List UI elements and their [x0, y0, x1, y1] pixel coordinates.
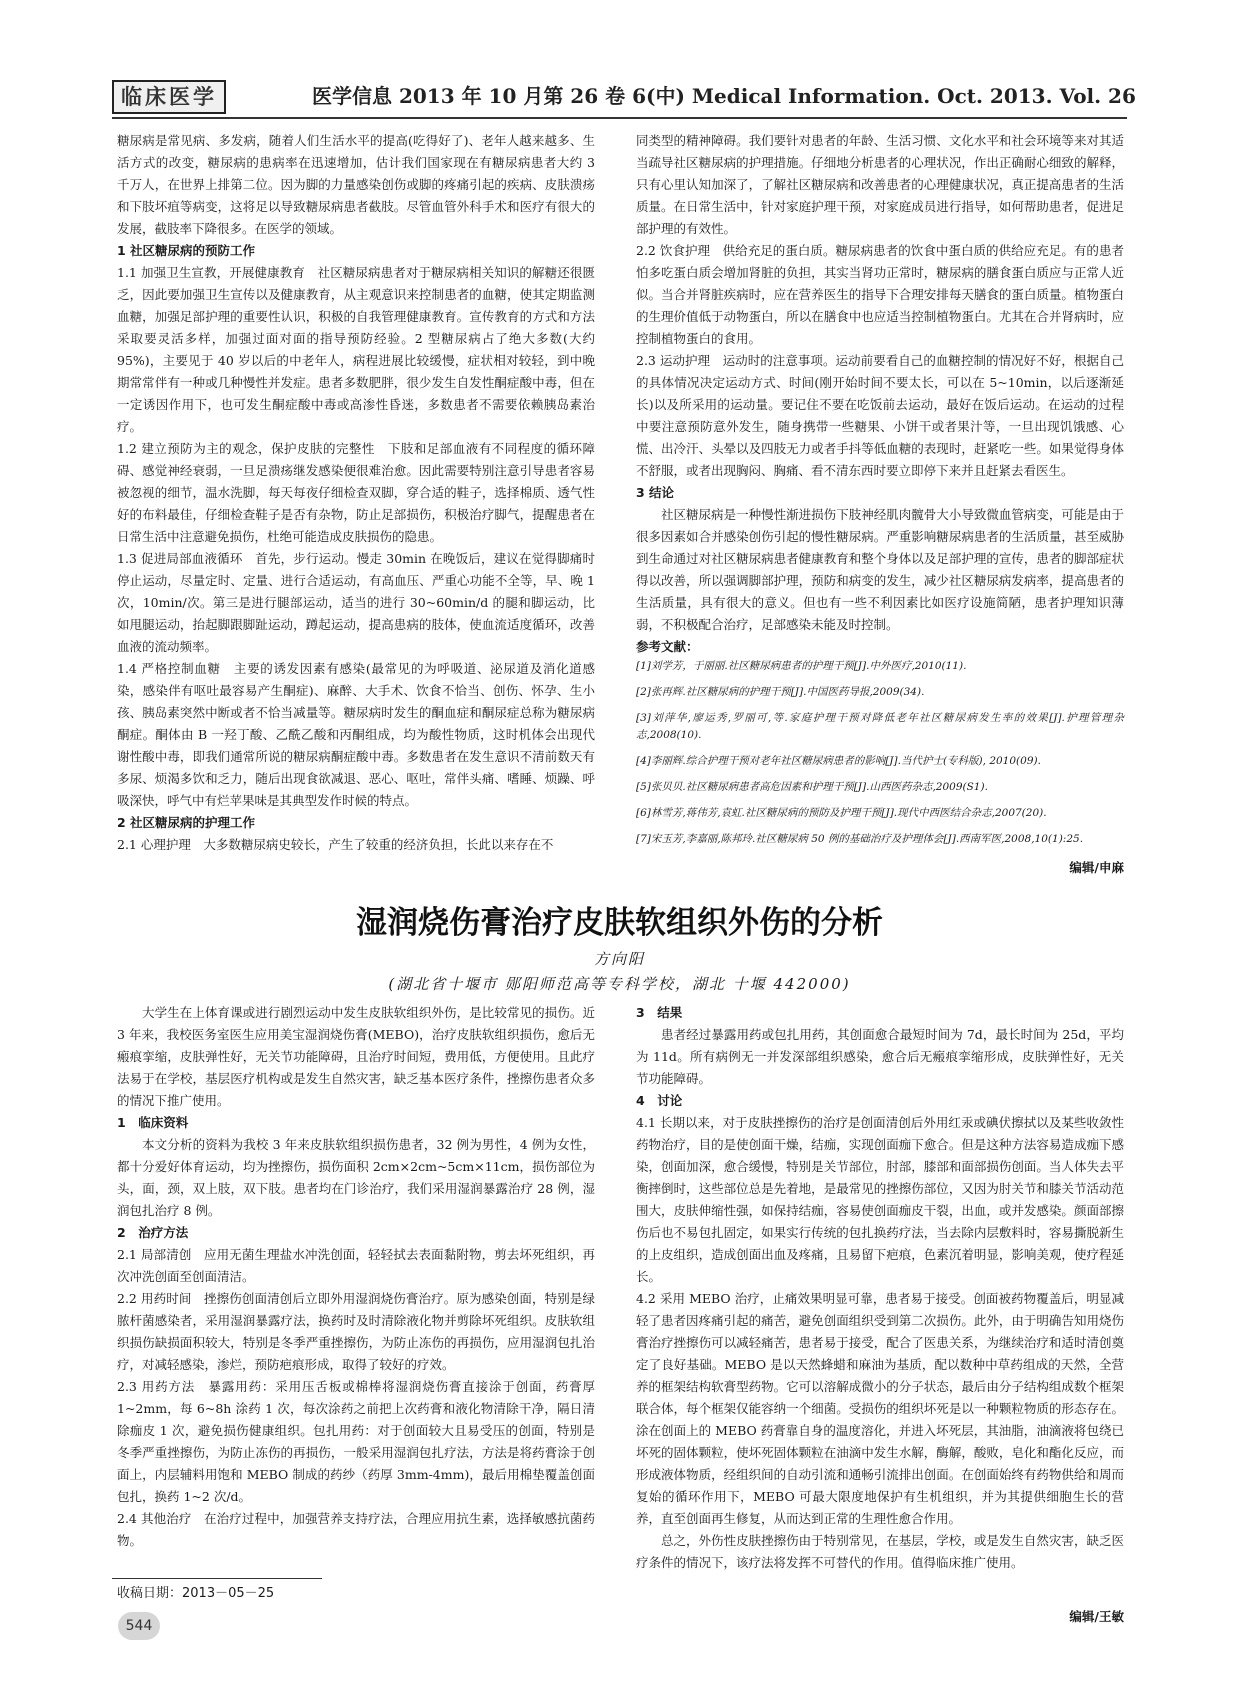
article1-editor: 编辑/申麻 [1069, 860, 1124, 875]
article2-editor: 编辑/王敏 [1069, 1609, 1124, 1624]
article2-affiliation: (湖北省十堰市 郧阳师范高等专科学校，湖北 十堰 442000) [388, 975, 851, 993]
section-heading: 4 讨论 [636, 1093, 683, 1108]
section-heading: 3 结果 [636, 1005, 683, 1020]
section-heading: 2 治疗方法 [117, 1225, 189, 1240]
paragraph: 大学生在上体育课或进行剧烈运动中发生皮肤软组织外伤，是比较常见的损伤。近 3 年来，我校医务室医生应用美宝湿润烧伤膏(MEBO)，治疗皮肤软组织损伤，愈后无瘢痕挛缩，皮肤弹性好，无关节功能障碍，且治疗时间短，费用低，方便使用。且此疗法易于在学校，基层医疗机构或是发生自然灾害，缺乏基本医疗条件，挫擦伤患者众多的情况下推广使用。 [117, 1005, 595, 1108]
paragraph: 2.1 局部清创 应用无菌生理盐水冲洗创面，轻轻拭去表面黏附物，剪去坏死组织，再次冲洗创面至创面清洁。 [117, 1247, 595, 1284]
paragraph: 2.3 用药方法 暴露用药：采用压舌板或棉棒将湿润烧伤膏直接涂于创面，药膏厚 1~2mm，每 6~8h 涂药 1 次，每次涂药之前把上次药膏和液化物清除干净，隔日清除痂皮 1 次，避免损伤健康组织。包扎用药：对于创面较大且易受压的创面，特别是冬季严重挫擦伤，为防止冻伤的再损伤，一般采用湿润包扎疗法，方法是将药膏涂于创面上，内层辅料用饱和 MEBO 制成的药纱（药厚 3mm-4mm)，最后用棉垫覆盖创面包扎，换药 1~2 次/d。 [117, 1379, 595, 1504]
references-list [636, 658, 1124, 848]
paragraph: 本文分析的资料为我校 3 年来皮肤软组织损伤患者，32 例为男性，4 例为女性，都十分爱好体育运动，均为挫擦伤，损伤面积 2cm×2cm~5cm×11cm，损伤部位为头，面，颈，双上肢，双下肢。患者均在门诊治疗，我们采用湿润暴露治疗 28 例，湿润包扎治疗 8 例。 [117, 1137, 595, 1218]
section-label: 临床医学 [112, 80, 226, 114]
paragraph: 同类型的精神障碍。我们要针对患者的年龄、生活习惯、文化水平和社会环境等来对其适当疏导社区糖尿病的护理措施。仔细地分析患者的心理状况，作出正确耐心细致的解释，只有心里认知加深了，了解社区糖尿病和改善患者的心理健康状况，真正提高患者的生活质量。在日常生活中，针对家庭护理干预，对家庭成员进行指导，如何帮助患者，促进足部护理的有效性。 [636, 133, 1124, 236]
journal-header: 医学信息 2013 年 10 月第 26 卷 6(中) Medical Information. Oct. 2013. Vol. 26 [312, 84, 1136, 108]
section-heading: 1 社区糖尿病的预防工作 [117, 243, 256, 258]
paragraph: 1.3 促进局部血液循环 首先，步行运动。慢走 30min 在晚饭后，建议在觉得脚痛时停止运动，尽量定时、定量、进行合适运动，有高血压、严重心功能不全等，早、晚 1 次，10min/次。第三是进行腿部运动，适当的进行 30~60min/d 的腿和脚运动，比如甩腿运动，抬起脚跟脚趾运动，蹲起运动，提高患病的肢体，使血流适度循环，改善血液的流动频率。 [117, 551, 595, 654]
reference-item: [1]刘学芳，于丽丽.社区糖尿病患者的护理干预[J].中外医疗,2010(11). [636, 660, 967, 672]
paragraph: 4.1 长期以来，对于皮肤挫擦伤的治疗是创面清创后外用红汞或碘伏擦拭以及某些收敛性药物治疗，目的是使创面干燥，结痂，实现创面痂下愈合。但是这种方法容易造成痂下感染，创面加深，愈合缓慢，特别是关节部位，肘部，膝部和面部损伤创面。当人体失去平衡摔倒时，这些部位总是先着地，是最常见的挫擦伤部位，又因为肘关节和膝关节活动范围大，皮肤伸缩性强，如保持结痂，容易使创面痂皮干裂，出血，或并发感染。颜面部擦伤后也不易包扎固定，如果实行传统的包扎换药疗法，当去除内层敷料时，容易撕脱新生的上皮组织，造成创面出血及疼痛，且易留下疤痕，色素沉着明显，影响美观，使疗程延长。 [636, 1115, 1124, 1284]
paragraph: 4.2 采用 MEBO 治疗，止痛效果明显可靠，患者易于接受。创面被药物覆盖后，明显减轻了患者因疼痛引起的痛苦，避免创面组织受到第二次损伤。此外，由于明确告知用烧伤膏治疗挫擦伤可以减轻痛苦，患者易于接受，配合了医患关系，为继续治疗和适时清创奠定了良好基础。MEBO 是以天然蜂蜡和麻油为基质，配以数种中草药组成的天然，全营养的框架结构软膏型药物。它可以溶解成微小的分子状态，最后由分子结构组成数个框架联合体，每个框架仅能容纳一个细菌。受损伤的组织坏死是以一种颗粒物质的形态存在。涂在创面上的 MEBO 药膏靠自身的温度溶化，并进入坏死层，其油脂，油滴液将包绕已坏死的固体颗粒，使坏死固体颗粒在油滴中发生水解，酶解，酸败，皂化和酯化反应，而形成液体物质，经组织间的自动引流和通畅引流排出创面。在创面始终有药物供给和周而复始的循环作用下，MEBO 可最大限度地保护有生机组织，并为其提供细胞生长的营养，直至创面再生修复，从而达到正常的生理性愈合作用。 [636, 1291, 1124, 1526]
paragraph: 社区糖尿病是一种慢性渐进损伤下肢神经肌肉髋骨大小导致微血管病变，可能是由于很多因素如合并感染创伤引起的慢性糖尿病。严重影响糖尿病患者的生活质量，甚至威胁到生命通过对社区糖尿病患者健康教育和整个身体以及足部护理的宣传，患者的脚部症状得以改善，所以强调脚部护理，预防和病变的发生，减少社区糖尿病发病率，提高患者的生活质量，具有很大的意义。但也有一些不利因素比如医疗设施简陋，患者护理知识薄弱，不积极配合治疗，足部感染未能及时控制。 [636, 507, 1124, 632]
section-heading: 1 临床资料 [117, 1115, 189, 1130]
page-number: 544 [118, 1612, 160, 1640]
reference-item: [6]林雪芳,蒋伟芳,袁虹.社区糖尿病的预防及护理干预[J].现代中西医结合杂志,2007(20). [636, 807, 1047, 819]
paragraph: 2.1 心理护理 大多数糖尿病史较长，产生了较重的经济负担，长此以来存在不 [117, 837, 554, 852]
reference-item: [3]刘萍华,廖运秀,罗丽可,等.家庭护理干预对降低老年社区糖尿病发生率的效果[J].护理管理杂志,2008(10). [636, 712, 1124, 741]
article2-title: 湿润烧伤膏治疗皮肤软组织外伤的分析 [356, 905, 883, 941]
reference-item: [2]张再辉.社区糖尿病的护理干预[J].中国医药导报,2009(34). [636, 686, 925, 698]
header-rule [112, 117, 1127, 119]
article2-column-left [117, 1002, 595, 1552]
reference-item: [4]李丽辉.综合护理干预对老年社区糖尿病患者的影响[J].当代护士(专科版), 2010(09). [636, 755, 1041, 767]
section-heading: 参考文献： [636, 639, 699, 654]
section-heading: 2 社区糖尿病的护理工作 [117, 815, 256, 830]
paragraph: 患者经过暴露用药或包扎用药，其创面愈合最短时间为 7d，最长时间为 25d，平均为 11d。所有病例无一并发深部组织感染，愈合后无瘢痕挛缩形成，皮肤弹性好，无关节功能障碍。 [636, 1027, 1124, 1086]
paragraph: 2.4 其他治疗 在治疗过程中，加强营养支持疗法，合理应用抗生素，选择敏感抗菌药物。 [117, 1511, 595, 1548]
section-heading: 3 结论 [636, 485, 675, 500]
article1-column-right [636, 130, 1124, 879]
paragraph: 1.1 加强卫生宣教，开展健康教育 社区糖尿病患者对于糖尿病相关知识的解糖还很匮乏，因此要加强卫生宣传以及健康教育，从主观意识来控制患者的血糖，使其定期监测血糖，加强足部护理的重要性认识，积极的自我管理健康教育。宣传教育的方式和方法采取要灵活多样，加强过面对面的指导预防经验。2 型糖尿病占了绝大多数(大约 95%)，主要见于 40 岁以后的中老年人，病程进展比较缓慢，症状相对较轻，到中晚期常常伴有一种或几种慢性并发症。患者多数肥胖，很少发生自发性酮症酸中毒，但在一定诱因作用下，也可发生酮症酸中毒或高渗性昏迷，多数患者不需要依赖胰岛素治疗。 [117, 265, 595, 434]
paragraph: 2.2 用药时间 挫擦伤创面清创后立即外用湿润烧伤膏治疗。原为感染创面，特别是绿脓杆菌感染者，采用湿润暴露疗法，换药时及时清除液化物并剪除坏死组织。皮肤软组织损伤缺损面积较大，特别是冬季严重挫擦伤，为防止冻伤的再损伤，应用湿润包扎治疗，对减轻感染，渗烂，预防疤痕形成，取得了较好的疗效。 [117, 1291, 595, 1372]
paragraph: 1.4 严格控制血糖 主要的诱发因素有感染(最常见的为呼吸道、泌尿道及消化道感染，感染伴有呕吐最容易产生酮症)、麻醉、大手术、饮食不恰当、创伤、怀孕、生小孩、胰岛素突然中断或者不恰当减量等。糖尿病时发生的酮血症和酮尿症总称为糖尿病酮症。酮体由 B 一羟丁酸、乙酰乙酸和丙酮组成，均为酸性物质，这时机体会出现代谢性酸中毒，即我们通常所说的糖尿病酮症酸中毒。多数患者在发生意识不清前数天有多尿、烦渴多饮和乏力，随后出现食欲减退、恶心、呕吐，常伴头痛、嗜睡、烦躁、呼吸深快，呼气中有烂苹果味是其典型发作时候的特点。 [117, 661, 595, 808]
paragraph: 糖尿病是常见病、多发病，随着人们生活水平的提高(吃得好了)、老年人越来越多、生活方式的改变，糖尿病的患病率在迅速增加，估计我们国家现在有糖尿病患者大约 3 千万人，在世界上排第二位。因为脚的力量感染创伤或脚的疼痛引起的疾病、皮肤溃疡和下肢坏疽等病变，这将足以导致糖尿病患者截肢。尽管血管外科手术和医疗有很大的发展，截肢率下降很多。在医学的领域。 [117, 133, 595, 236]
received-date: 收稿日期：2013－05－25 [117, 1586, 275, 1601]
article2-column-right [636, 1002, 1124, 1574]
paragraph: 2.3 运动护理 运动时的注意事项。运动前要看自己的血糖控制的情况好不好，根据自己的具体情况决定运动方式、时间(刚开始时间不要太长，可以在 5~10min，以后逐渐延长)以及所采用的运动量。要记住不要在吃饭前去运动，最好在饭后运动。在运动的过程中要注意预防意外发生，随身携带一些糖果、小饼干或者果汁等，一旦出现饥饿感、心慌、出冷汗、头晕以及四肢无力或者手抖等低血糖的表现时，赶紧吃一些。如果觉得身体不舒服，或者出现胸闷、胸痛、看不清东西时要立即停下来并且赶紧去看医生。 [636, 353, 1124, 478]
reference-item: [7]宋玉芳,李嘉丽,陈邦玲.社区糖尿病 50 例的基础治疗及护理体会[J].西南军医,2008,10(1):25. [636, 833, 1084, 845]
paragraph: 1.2 建立预防为主的观念，保护皮肤的完整性 下肢和足部血液有不同程度的循环障碍、感觉神经衰弱，一旦足溃疡继发感染便很难治愈。因此需要特别注意引导患者容易被忽视的细节，温水洗脚，每天每夜仔细检查双脚，穿合适的鞋子，选择棉质、透气性好的布料最佳，仔细检查鞋子是否有杂物，防止足部损伤，积极治疗脚气，提醒患者在日常生活中注意避免损伤，杜绝可能造成皮肤损伤的隐患。 [117, 441, 595, 544]
article1-column-left [117, 130, 595, 856]
reference-item: [5]张贝贝.社区糖尿病患者高危因素和护理干预[J].山西医药杂志,2009(S1). [636, 781, 988, 793]
footnote-rule [112, 1578, 322, 1579]
article1-column-right-body [636, 130, 1124, 658]
paragraph: 2.2 饮食护理 供给充足的蛋白质。糖尿病患者的饮食中蛋白质的供给应充足。有的患者怕多吃蛋白质会增加肾脏的负担，其实当肾功正常时，糖尿病的膳食蛋白质应与正常人近似。当合并肾脏疾病时，应在营养医生的指导下合理安排每天膳食的蛋白质量。植物蛋白的生理价值低于动物蛋白，所以在膳食中也应适当控制植物蛋白。尤其在合并肾病时，应控制植物蛋白的食用。 [636, 243, 1124, 346]
paragraph: 总之，外伤性皮肤挫擦伤由于特别常见，在基层，学校，或是发生自然灾害，缺乏医疗条件的情况下，该疗法将发挥不可替代的作用。值得临床推广使用。 [636, 1533, 1124, 1570]
article2-author: 方向阳 [593, 950, 645, 968]
